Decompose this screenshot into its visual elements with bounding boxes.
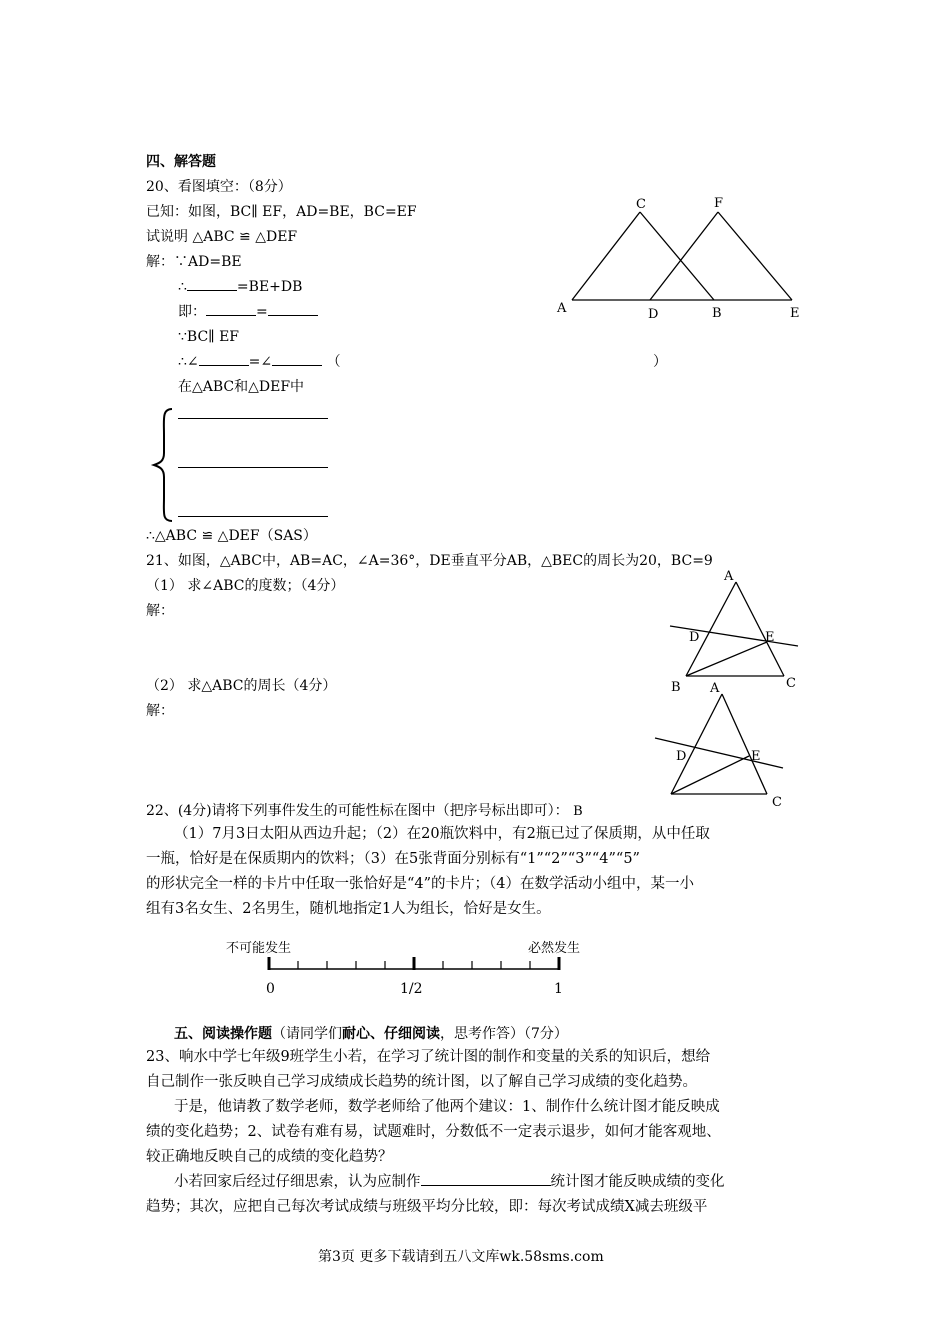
q22-line: 一瓶，恰好是在保质期内的饮料；（3）在5张背面分别标有“1”“2”“3”“4”“5” (146, 851, 640, 867)
tick-1: 1 (554, 981, 563, 997)
label-d: D (689, 630, 700, 645)
label-c: C (772, 795, 782, 810)
label-e: E (790, 306, 800, 321)
label-a: A (710, 681, 720, 696)
q23-line: 趋势；其次，应把自己每次考试成绩与班级平均分比较，即：每次考试成绩X减去班级平 (146, 1199, 708, 1215)
tick-half: 1/2 (400, 981, 423, 997)
q21-figure-1 (650, 568, 810, 693)
blank[interactable] (421, 1173, 551, 1186)
q20-step1: ∴ =BE+DB (178, 279, 303, 295)
scale-left-label: 不可能发生 (226, 941, 292, 956)
probability-scale[interactable] (262, 956, 566, 976)
q23-line: 绩的变化趋势；2、试卷有难有易，试题难时，分数低不一定表示退步，如何才能客观地、 (146, 1124, 721, 1140)
q20-step3: ∵BC∥ EF (178, 329, 240, 345)
q20-solution-start: 解：∵AD=BE (146, 254, 242, 270)
q22-line: （1）7月3日太阳从西边升起；（2）在20瓶饮料中，有2瓶已过了保质期，从中任取 (174, 826, 710, 842)
page-footer: 第3页 更多下载请到五八文库wk.58sms.com (318, 1249, 604, 1265)
blank[interactable] (272, 353, 322, 366)
label-b: B (573, 804, 583, 819)
q20-title: 20、看图填空：（8分） (146, 179, 292, 195)
q23-line: 于是，他请教了数学老师，数学老师给了他两个建议：1、制作什么统计图才能反映成 (174, 1099, 720, 1115)
blank[interactable] (206, 303, 256, 316)
q22-line: 的形状完全一样的卡片中任取一张恰好是“4”的卡片；（4）在数学活动小组中，某一小 (146, 876, 695, 892)
label-c: C (786, 676, 796, 691)
section5-heading: 五、阅读操作题（请同学们耐心、仔细阅读，思考作答）（7分） (174, 1026, 568, 1042)
q20-in-triangles: 在△ABC和△DEF中 (178, 379, 305, 395)
label-c: C (636, 197, 646, 212)
brace-icon (150, 405, 180, 525)
q23-line: 较正确地反映自己的成绩的变化趋势？ (146, 1149, 393, 1165)
section-heading: 四、解答题 (146, 154, 216, 170)
q20-step4: ∴∠ =∠ （ (178, 354, 341, 370)
label-d: D (676, 749, 687, 764)
q23-body (146, 1045, 806, 1220)
label-f: F (714, 196, 724, 211)
q22-line: 组有3名女生、2名男生，随机地指定1人为组长，恰好是女生。 (146, 901, 551, 917)
q20-step2: 即： = (178, 303, 318, 321)
q21-part2: （2） 求△ABC的周长（4分） (146, 678, 337, 694)
q21-title: 21、如图，△ABC中，AB=AC，∠A=36°，DE垂直平分AB，△BEC的周长为20，BC=9 (146, 553, 713, 569)
label-d: D (648, 307, 659, 322)
q20-figure (552, 190, 812, 320)
label-e: E (751, 749, 761, 764)
q22-body (146, 822, 806, 922)
q21-sol2: 解： (146, 703, 174, 719)
answer-line[interactable] (178, 516, 328, 517)
blank[interactable] (268, 303, 318, 316)
q21-figure-2 (650, 681, 810, 810)
label-a: A (557, 301, 567, 316)
blank[interactable] (187, 278, 237, 291)
blank[interactable] (199, 353, 249, 366)
q22-title: 22、(4分)请将下列事件发生的可能性标在图中（把序号标出即可）： B (146, 803, 583, 819)
label-e: E (765, 630, 775, 645)
q21-part1: （1） 求∠ABC的度数；（4分） (146, 578, 345, 594)
q20-step4-close: ） (653, 354, 667, 370)
q23-line: 23、响水中学七年级9班学生小若，在学习了统计图的制作和变量的关系的知识后，想给 (146, 1049, 711, 1065)
scale-right-label: 必然发生 (528, 941, 581, 956)
label-b: B (671, 680, 681, 695)
answer-line[interactable] (178, 467, 328, 468)
q20-given: 已知：如图，BC∥ EF，AD=BE，BC=EF (146, 204, 417, 220)
label-b: B (712, 306, 722, 321)
q20-conclusion: ∴△ABC ≌ △DEF（SAS） (146, 528, 317, 544)
q23-line: 自己制作一张反映自己学习成绩成长趋势的统计图，以了解自己学习成绩的变化趋势。 (146, 1074, 697, 1090)
tick-0: 0 (266, 981, 275, 997)
answer-line[interactable] (178, 418, 328, 419)
q23-line: 小若回家后经过仔细思索，认为应制作 统计图才能反映成绩的变化 (174, 1174, 725, 1190)
q20-prove: 试说明 △ABC ≌ △DEF (146, 229, 298, 245)
label-a: A (724, 569, 734, 584)
q21-sol1: 解： (146, 603, 174, 619)
